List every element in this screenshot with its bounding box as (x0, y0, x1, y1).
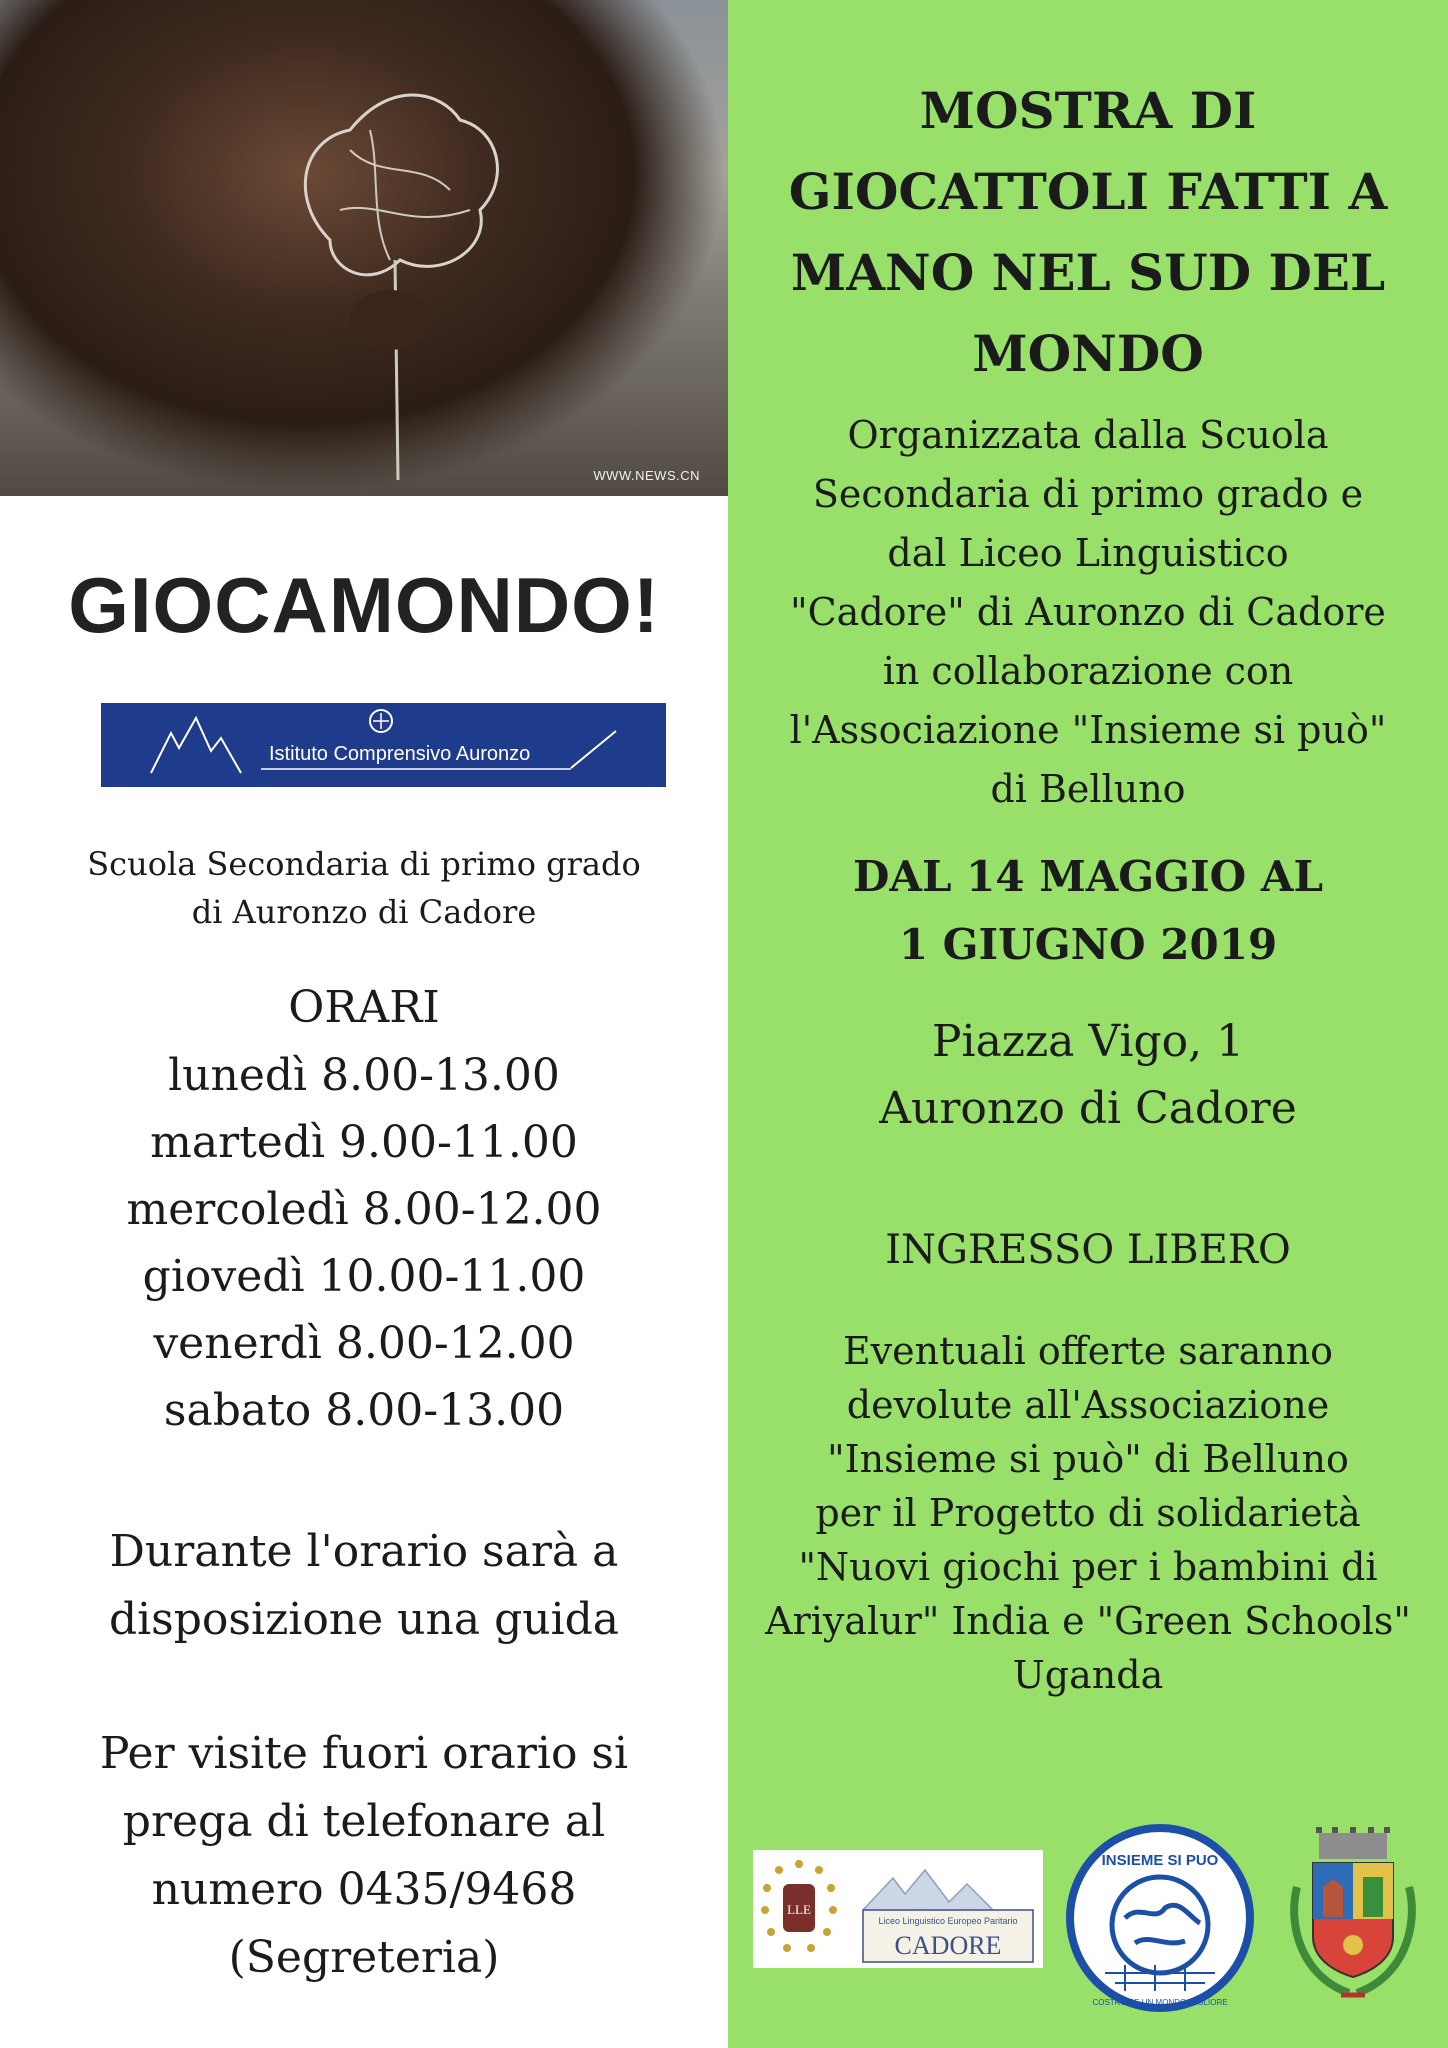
dates-line: DAL 14 MAGGIO AL (852, 852, 1324, 901)
child-photo (0, 0, 728, 496)
hours-item: lunedì 8.00-13.00 (168, 1050, 560, 1101)
exhibition-title-line: MONDO (972, 324, 1204, 383)
insieme-ring-text: COSTRUIRE UN MONDO MIGLIORE (1092, 1998, 1228, 2007)
organizer-line: in collaborazione con (882, 649, 1294, 693)
school-line-2: di Auronzo di Cadore (191, 893, 537, 931)
visits-line-1: Per visite fuori orario si (99, 1728, 629, 1779)
dates-line: 1 GIUGNO 2019 (898, 920, 1278, 969)
donation-line: per il Progetto di solidarietà (815, 1491, 1361, 1535)
istituto-name: Istituto Comprensivo Auronzo (269, 743, 531, 765)
school-line-1: Scuola Secondaria di primo grado (87, 845, 641, 883)
coat-of-arms-logo (1283, 1827, 1423, 2007)
donation-line: Ariyalur" India e "Green Schools" (765, 1599, 1411, 1643)
organizer-line: di Belluno (990, 767, 1186, 811)
poster-title: GIOCAMONDO! (68, 561, 660, 649)
guide-line-2: disposizione una guida (108, 1594, 620, 1645)
exhibition-title-line: MOSTRA DI (919, 81, 1257, 140)
exhibition-dates (728, 843, 1448, 979)
liceo-badge: LLE (787, 1902, 811, 1917)
photo-credit: WWW.NEWS.CN (593, 468, 700, 483)
donation-line: Uganda (1012, 1653, 1164, 1697)
organizer-line: l'Associazione "Insieme si può" (789, 708, 1387, 752)
donation-text (728, 1324, 1448, 1702)
school-block (0, 840, 728, 936)
hours-item: venerdì 8.00-12.00 (153, 1318, 575, 1369)
donation-line: "Insieme si può" di Belluno (827, 1437, 1349, 1481)
guide-note (0, 1518, 728, 1654)
orari-heading: ORARI (288, 982, 440, 1033)
istituto-comprensivo-logo (101, 703, 666, 787)
organizer-line: Secondaria di primo grado e (812, 472, 1364, 516)
wire-toy-illustration (270, 60, 530, 480)
hours-item: giovedì 10.00-11.00 (142, 1251, 586, 1302)
organizer-text (728, 406, 1448, 819)
visits-line-3: numero 0435/9468 (151, 1864, 577, 1915)
exhibition-title-line: MANO NEL SUD DEL (790, 243, 1386, 302)
exhibition-title (728, 70, 1448, 394)
exhibition-place (728, 1008, 1448, 1142)
insieme-globe-icon (1065, 1823, 1255, 2013)
hours-list (0, 1042, 728, 1444)
place-line: Piazza Vigo, 1 (931, 1016, 1245, 1067)
insieme-title: INSIEME SI PUO (1101, 1852, 1219, 1869)
visits-line-4: (Segreteria) (228, 1932, 500, 1983)
liceo-caption: Liceo Linguistico Europeo Paritario (878, 1916, 1018, 1926)
place-line: Auronzo di Cadore (879, 1083, 1297, 1134)
hours-item: mercoledì 8.00-12.00 (126, 1184, 602, 1235)
insieme-si-puo-logo (1065, 1823, 1255, 2013)
organizer-line: Organizzata dalla Scuola (847, 413, 1329, 457)
coat-of-arms-icon (1283, 1827, 1423, 2007)
visits-note (0, 1720, 728, 1992)
donation-line: "Nuovi giochi per i bambini di (798, 1545, 1378, 1589)
liceo-emblem-icon (753, 1850, 1043, 1968)
liceo-name: CADORE (894, 1931, 1002, 1960)
donation-line: Eventuali offerte saranno (842, 1329, 1334, 1373)
hours-item: sabato 8.00-13.00 (163, 1385, 565, 1436)
organizer-line: "Cadore" di Auronzo di Cadore (790, 590, 1386, 634)
donation-line: devolute all'Associazione (846, 1383, 1330, 1427)
visits-line-2: prega di telefonare al (122, 1796, 606, 1847)
organizer-line: dal Liceo Linguistico (887, 531, 1289, 575)
guide-line-1: Durante l'orario sarà a (109, 1526, 619, 1577)
hours-item: martedì 9.00-11.00 (150, 1117, 578, 1168)
free-entry: INGRESSO LIBERO (885, 1227, 1291, 1273)
exhibition-title-line: GIOCATTOLI FATTI A (788, 162, 1388, 221)
liceo-cadore-logo (753, 1850, 1043, 1968)
